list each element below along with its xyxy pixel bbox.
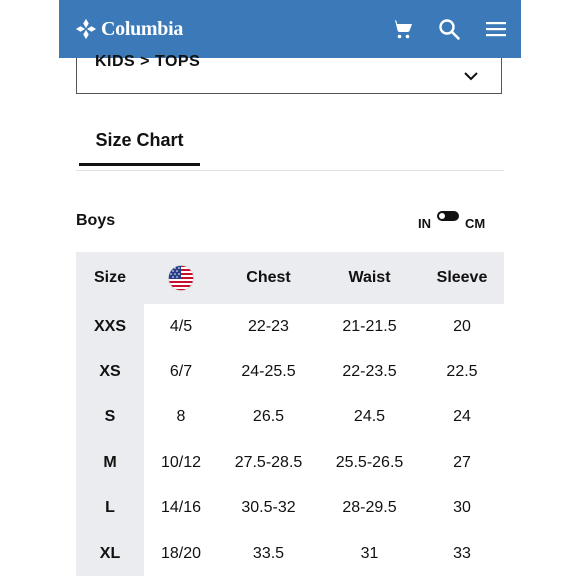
tab-bar [76,118,504,171]
us-flag-icon [168,265,194,291]
size-cell: L [76,486,144,531]
chevron-down-icon [463,68,479,84]
waist-cell: 31 [319,531,420,576]
table-row [76,395,504,440]
us-size-cell: 14/16 [144,486,218,531]
unit-cm-label: CM [465,216,486,231]
sleeve-cell: 33 [420,531,504,576]
waist-cell: 28-29.5 [319,486,420,531]
waist-cell: 21-21.5 [319,304,420,349]
chest-cell: 22-23 [218,304,319,349]
unit-toggle [418,208,485,231]
chest-cell: 26.5 [218,395,319,440]
category-dropdown[interactable] [76,52,502,94]
table-header-row [76,252,504,304]
table-row [76,440,504,485]
us-size-cell: 18/20 [144,531,218,576]
us-size-cell: 10/12 [144,440,218,485]
size-cell: XS [76,349,144,394]
size-cell: S [76,395,144,440]
table-row [76,304,504,349]
waist-cell: 25.5-26.5 [319,440,420,485]
column-header-us [144,252,218,304]
category-label: KIDS > TOPS [95,52,201,70]
sleeve-cell: 30 [420,486,504,531]
chest-cell: 24-25.5 [218,349,319,394]
column-header-waist: Waist [319,252,420,304]
site-header [59,0,521,58]
sleeve-cell: 24 [420,395,504,440]
sleeve-cell: 27 [420,440,504,485]
columbia-logo[interactable] [75,18,183,41]
column-header-size: Size [76,252,144,304]
table-row [76,486,504,531]
us-size-cell: 4/5 [144,304,218,349]
waist-cell: 22-23.5 [319,349,420,394]
size-chart-table [76,252,504,576]
sleeve-cell: 20 [420,304,504,349]
sleeve-cell: 22.5 [420,349,504,394]
chest-cell: 30.5-32 [218,486,319,531]
column-header-chest: Chest [218,252,319,304]
size-cell: XXS [76,304,144,349]
menu-icon [484,17,508,41]
brand-name: Columbia [101,17,184,40]
chest-cell: 33.5 [218,531,319,576]
waist-cell: 24.5 [319,395,420,440]
group-label: Boys [76,212,116,229]
menu-button[interactable] [483,16,509,42]
cart-button[interactable] [389,16,415,42]
table-row [76,531,504,576]
tab-size-chart[interactable]: Size Chart [79,118,200,166]
search-button[interactable] [436,16,462,42]
size-cell: XL [76,531,144,576]
column-header-sleeve: Sleeve [420,252,504,304]
chest-cell: 27.5-28.5 [218,440,319,485]
us-size-cell: 8 [144,395,218,440]
unit-in-label: IN [418,216,431,231]
unit-switch[interactable] [437,211,459,221]
size-cell: M [76,440,144,485]
table-row [76,349,504,394]
search-icon [437,17,461,41]
cart-icon [390,17,414,41]
diamond-logo-icon [75,18,97,40]
us-size-cell: 6/7 [144,349,218,394]
